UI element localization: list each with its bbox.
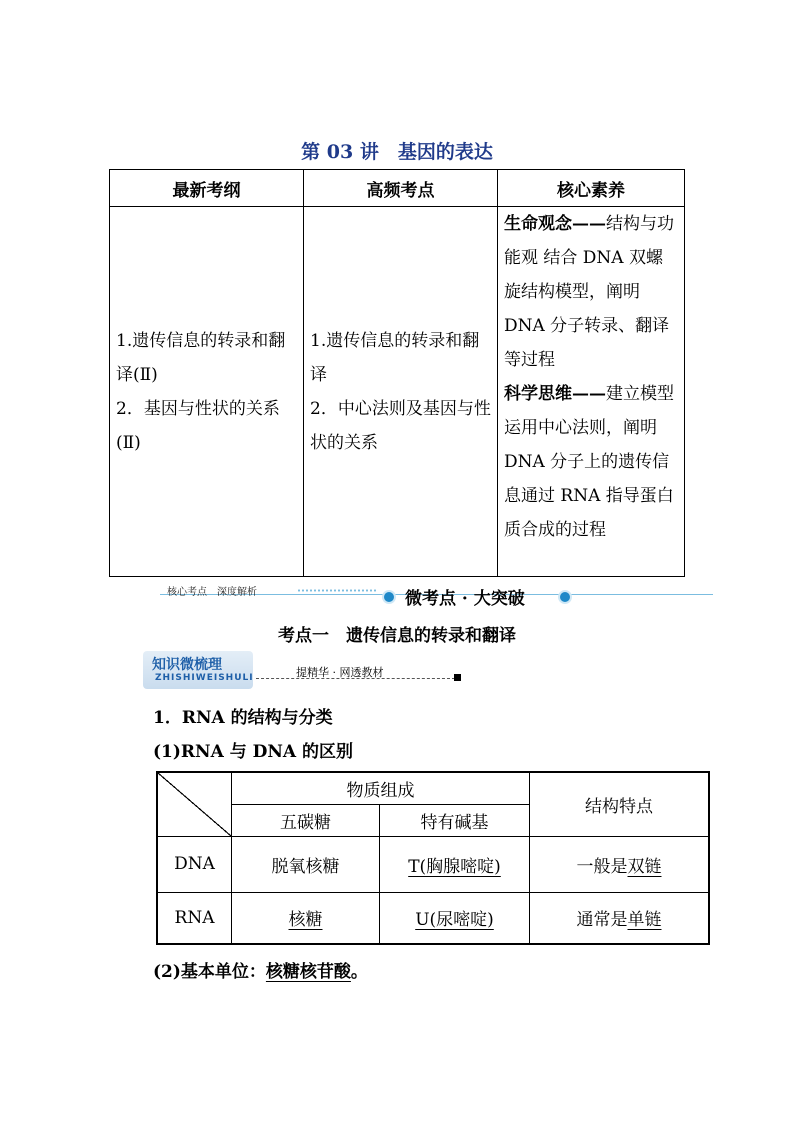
heading-rna-structure: 1．RNA 的结构与分类 <box>153 708 333 728</box>
badge-pinyin: ZHISHIWEISHULI <box>155 673 254 683</box>
table-row <box>157 836 709 892</box>
key-point-2: 2．中心法则及基因与性状的关系 <box>310 398 491 453</box>
header-sugar: 五碳糖 <box>232 804 380 836</box>
banner-dot-left-icon <box>382 590 396 604</box>
header-composition: 物质组成 <box>232 772 530 804</box>
key-points-cell <box>304 207 498 577</box>
row-feature: 双链 <box>627 856 662 877</box>
rna-dna-table <box>156 771 710 945</box>
core-literacy-cell <box>498 207 685 577</box>
syllabus-item-1: 1.遗传信息的转录和翻译(Ⅱ) <box>116 330 286 385</box>
syllabus-table <box>109 169 685 577</box>
header-key-points: 高频考点 <box>304 170 498 207</box>
row-base: T(胸腺嘧啶) <box>408 856 501 877</box>
basic-unit-paragraph <box>153 957 368 982</box>
core-label-science: 科学思维—— <box>504 384 606 404</box>
header-core-literacy: 核心素养 <box>498 170 685 207</box>
banner-title: 微考点 · 大突破 <box>405 589 525 609</box>
row-feature: 单链 <box>627 910 662 931</box>
basic-unit-value: 核糖核苷酸 <box>265 962 351 982</box>
syllabus-cell <box>110 207 304 577</box>
row-sugar: 脱氧核糖 <box>232 836 380 892</box>
badge-dashed-line <box>256 678 455 679</box>
heading-rna-dna-diff: (1)RNA 与 DNA 的区别 <box>153 742 353 762</box>
core-text-science: 建立模型 运用中心法则，阐明 DNA 分子上的遗传信息通过 RNA 指导蛋白质合成的过程 <box>504 384 674 540</box>
row-feature-prefix: 一般是 <box>576 856 628 877</box>
syllabus-item-2: 2．基因与性状的关系(Ⅱ) <box>116 398 280 453</box>
page-title: 第 03 讲 基因的表达 <box>301 141 493 163</box>
row-base: U(尿嘧啶) <box>415 910 494 931</box>
header-syllabus: 最新考纲 <box>110 170 304 207</box>
header-base: 特有碱基 <box>380 804 530 836</box>
banner-dot-right-icon <box>558 590 572 604</box>
diagonal-header-cell <box>157 772 232 836</box>
basic-unit-label: (2)基本单位： <box>153 962 266 982</box>
row-feature-prefix: 通常是 <box>576 910 628 931</box>
row-name: DNA <box>157 836 232 892</box>
header-structure: 结构特点 <box>530 772 710 836</box>
basic-unit-end: 。 <box>350 962 368 982</box>
core-label-life: 生命观念—— <box>504 214 606 234</box>
row-name: RNA <box>157 892 232 944</box>
core-text-life: 结构与功能观 结合 DNA 双螺旋结构模型，阐明 DNA 分子转录、翻译等过程 <box>504 214 674 370</box>
banner-dots <box>297 588 377 593</box>
row-sugar: 核糖 <box>288 910 323 931</box>
key-point-1: 1.遗传信息的转录和翻译 <box>310 330 480 385</box>
table-row <box>157 892 709 944</box>
badge-square-icon <box>454 674 461 681</box>
badge-title: 知识微梳理 <box>152 657 222 673</box>
section-title: 考点一 遗传信息的转录和翻译 <box>278 626 516 646</box>
banner-small-text: 核心考点 深度解析 <box>167 587 257 598</box>
badge-subtitle: 提精华 · 网透教材 <box>296 666 384 679</box>
